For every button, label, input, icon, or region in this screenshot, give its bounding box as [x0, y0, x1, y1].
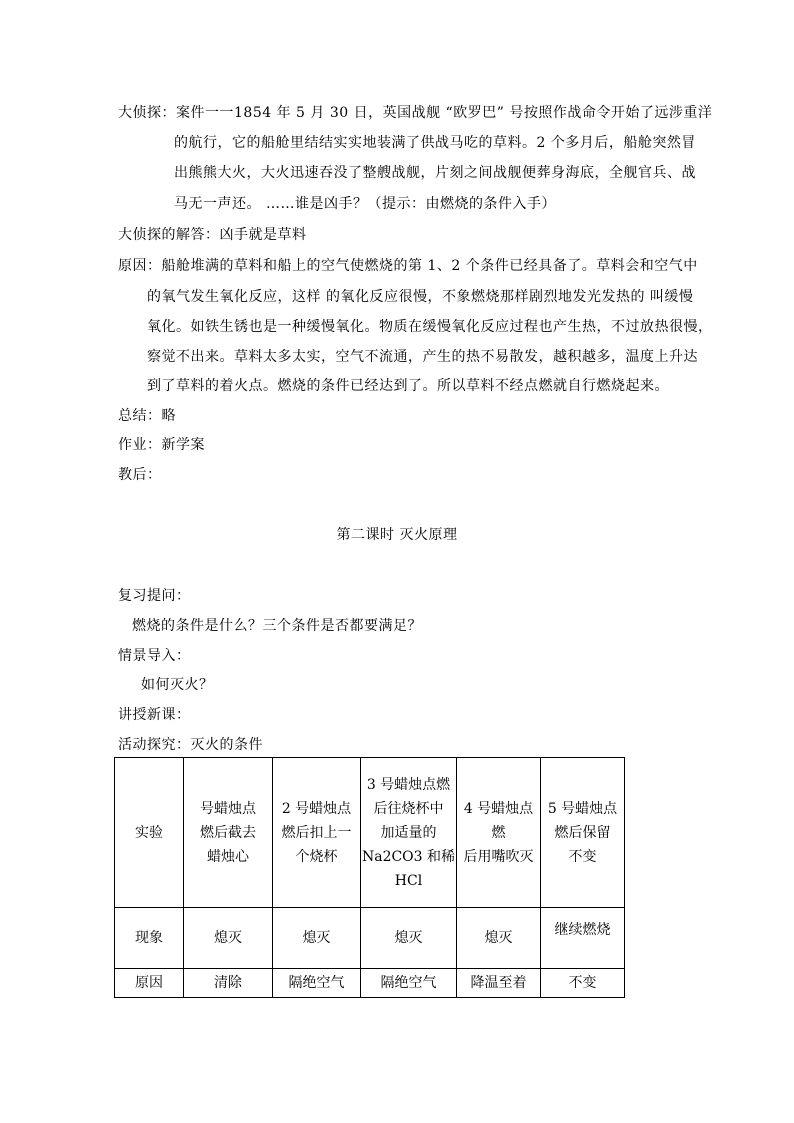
experiment-table [114, 757, 625, 998]
table-cell: 不变 [568, 975, 597, 991]
table-cell: 隔绝空气 [273, 969, 361, 997]
table-header-cell: 4 号蜡烛点燃 后用嘴吹灭 [457, 758, 541, 908]
table-cell: 熄灭 [273, 908, 361, 969]
table-header-cell: 号蜡烛点 燃后截去 蜡烛心 [184, 758, 273, 908]
table-cell: 现象 [115, 908, 184, 969]
after-class-line: 教后： [118, 467, 162, 483]
reason-line-4: 察觉不出来。草料太多太实，空气不流通，产生的热不易散发，越积越多，温度上升达 [147, 349, 698, 365]
homework-line: 作业：新学案 [118, 437, 205, 453]
case-line-2: 的航行，它的船舱里结结实实地装满了供战马吃的草料。2 个多月后，船舱突然冒 [174, 135, 696, 151]
table-cell: 熄灭 [361, 908, 457, 969]
reason-line-5: 到了草料的着火点。燃烧的条件已经达到了。所以草料不经点燃就自行燃烧起来。 [147, 378, 669, 394]
table-header-cell: 2 号蜡烛点 燃后扣上一 个烧杯 [273, 758, 361, 908]
reason-line-3: 氧化。如铁生锈也是一种缓慢氧化。物质在缓慢氧化反应过程也产生热，不过放热很慢， [147, 319, 713, 335]
review-label: 复习提问： [118, 588, 191, 604]
intro-question: 如何灭火？ [141, 677, 214, 693]
summary-line: 总结：略 [118, 408, 176, 424]
reason-line-2: 的氧气发生氧化反应，这样 的氧化反应很慢，不象燃烧那样剧烈地发光发热的 叫缓慢 [147, 289, 694, 305]
answer-line: 大侦探的解答：凶手就是草料 [118, 227, 307, 243]
table-header-cell: 5 号蜡烛点 燃后保留 不变 [541, 758, 624, 908]
table-cell: 原因 [115, 969, 184, 997]
review-question: 燃烧的条件是什么？三个条件是否都要满足？ [132, 618, 422, 634]
activity-label: 活动探究：灭火的条件 [118, 737, 263, 753]
case-line-4: 马无一声还。 ……谁是凶手？（提示：由燃烧的条件入手） [174, 196, 556, 212]
table-cell: 隔绝空气 [361, 969, 457, 997]
table-cell: 降温至着 [457, 969, 541, 997]
table-header-cell: 3 号蜡烛点燃 后往烧杯中 加适量的 Na2CO3 和稀 HCl [361, 758, 457, 908]
table-cell: 熄灭 [457, 908, 541, 969]
lesson-title: 第二课时 灭火原理 [336, 527, 458, 543]
table-cell: 清除 [184, 969, 273, 997]
new-lesson-label: 讲授新课： [118, 707, 191, 723]
case-line-3: 出熊熊大火，大火迅速吞没了整艘战舰，片刻之间战舰便葬身海底，全舰官兵、战 [174, 165, 696, 181]
reason-line-1: 原因：船舱堆满的草料和船上的空气使燃烧的第 1、2 个条件已经具备了。草料会和空气中 [118, 258, 698, 274]
intro-label: 情景导入： [118, 648, 191, 664]
table-cell: 熄灭 [184, 908, 273, 969]
case-line-1: 大侦探：案件一一1854 年 5 月 30 日，英国战舰 “欧罗巴” 号按照作战命令开始了远涉重洋 [118, 105, 713, 121]
table-cell: 继续燃烧 [541, 908, 624, 969]
table-header-cell: 实验 [115, 758, 184, 908]
